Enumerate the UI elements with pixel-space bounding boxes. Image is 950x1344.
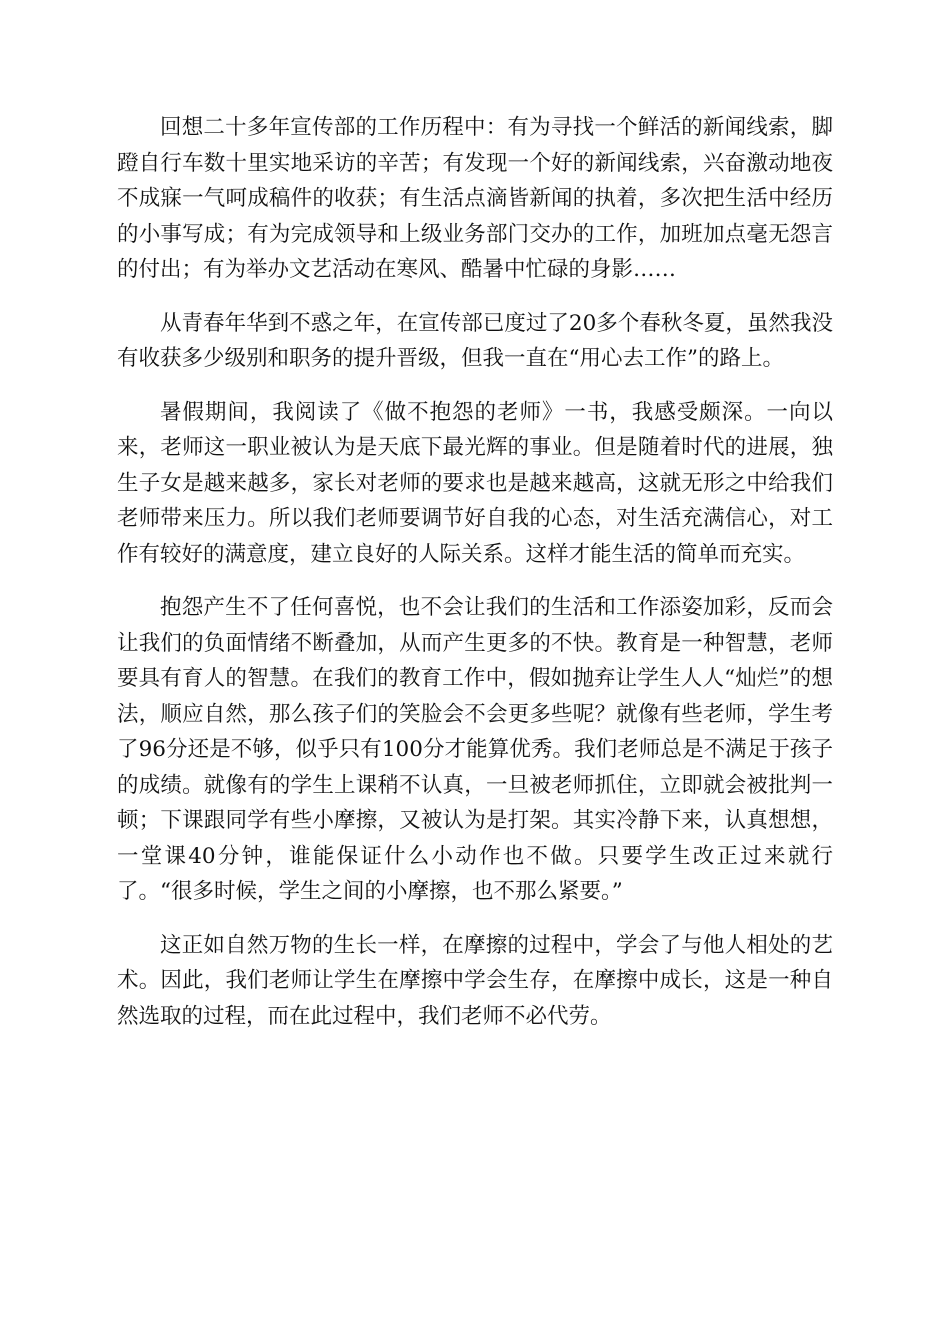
paragraph-2: 从青春年华到不惑之年，在宣传部已度过了20多个春秋冬夏，虽然我没有收获多少级别和职务的提升晋级，但我一直在“用心去工作”的路上。 bbox=[117, 310, 833, 371]
paragraph-4: 抱怨产生不了任何喜悦，也不会让我们的生活和工作添姿加彩，反而会让我们的负面情绪不断叠加，从而产生更多的不快。教育是一种智慧，老师要具有育人的智慧。在我们的教育工作中，假如抛弃让学生人人“灿烂”的想法，顺应自然，那么孩子们的笑脸会不会更多些呢？就像有些老师，学生考了96分还是不够，似乎只有100分才能算优秀。我们老师总是不满足于孩子的成绩。就像有的学生上课稍不认真，一旦被老师抓住，立即就会被批判一顿；下课跟同学有些小摩擦，又被认为是打架。其实冷静下来，认真想想，一堂课40分钟，谁能保证什么小动作也不做。只要学生改正过来就行了。“很多时候，学生之间的小摩擦，也不那么紧要。” bbox=[117, 595, 833, 904]
paragraph-1: 回想二十多年宣传部的工作历程中：有为寻找一个鲜活的新闻线索，脚蹬自行车数十里实地采访的辛苦；有发现一个好的新闻线索，兴奋激动地夜不成寐一气呵成稿件的收获；有生活点滴皆新闻的执着，多次把生活中经历的小事写成；有为完成领导和上级业务部门交办的工作，加班加点毫无怨言的付出；有为举办文艺活动在寒风、酷暑中忙碌的身影…… bbox=[117, 115, 833, 282]
paragraph-5: 这正如自然万物的生长一样，在摩擦的过程中，学会了与他人相处的艺术。因此，我们老师让学生在摩擦中学会生存，在摩擦中成长，这是一种自然选取的过程，而在此过程中，我们老师不必代劳。 bbox=[117, 932, 833, 1029]
paragraph-3: 暑假期间，我阅读了《做不抱怨的老师》一书，我感受颇深。一向以来，老师这一职业被认为是天底下最光辉的事业。但是随着时代的进展，独生子女是越来越多，家长对老师的要求也是越来越高，这就无形之中给我们老师带来压力。所以我们老师要调节好自我的心态，对生活充满信心，对工作有较好的满意度，建立良好的人际关系。这样才能生活的简单而充实。 bbox=[117, 399, 833, 567]
document-body bbox=[117, 110, 833, 1052]
